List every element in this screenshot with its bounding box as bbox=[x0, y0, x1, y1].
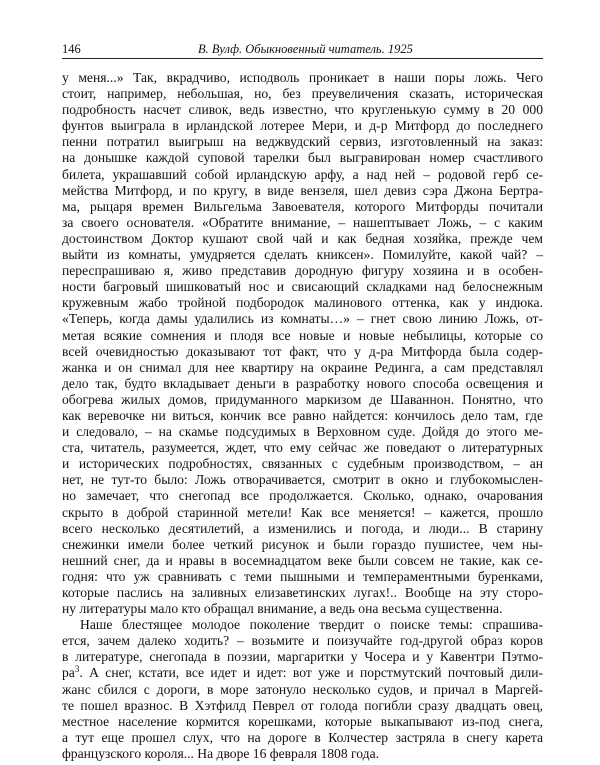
text-fragment: . А снег, кстати, все идет и идет: вот уже и порстмутский почтовый дили- bbox=[79, 665, 543, 681]
text-line: пенни потратил выигрыш на веджвудский сервиз, изготовленный на заказ: bbox=[62, 134, 543, 150]
text-line: а тут еще прошел слух, что на дороге в Колчестер застряла в снегу карета bbox=[62, 729, 543, 745]
text-line: ма, рыцаря времен Вильгельма Завоевателя, которого Митфорды почитали bbox=[62, 198, 543, 214]
paragraph-1 bbox=[62, 70, 543, 617]
text-line-with-footnote bbox=[62, 665, 543, 681]
page-header bbox=[62, 41, 543, 57]
text-line: ста, читатель, разумеется, ждет, что ему сейчас же поведают о литературных bbox=[62, 440, 543, 456]
text-line: стоит, например, небольшая, но, без преувеличения сказать, историческая bbox=[62, 86, 543, 102]
text-fragment: ра bbox=[62, 665, 75, 681]
text-line: «Теперь, когда дамы удалились из комнаты…» – гнет свою линию Ложь, от- bbox=[62, 311, 543, 327]
text-line: и следовало, – на скамье подсудимых в Верховном суде. Дойдя до этого ме- bbox=[62, 424, 543, 440]
text-line: за своего основателя. «Обратите внимание, – нашептывает Ложь, – с каким bbox=[62, 214, 543, 230]
text-line: ности багровый шишковатый нос и свисающий складками над белоснежным bbox=[62, 279, 543, 295]
text-line: местное население кормится корешками, которые выкапывают из-под снега, bbox=[62, 713, 543, 729]
text-line: нешний снег, да и нравы в восемнадцатом веке были совсем не такие, как се- bbox=[62, 552, 543, 568]
text-line: фунтов выиграла в ирландской лотерее Мери, и д-р Митфорд до последнего bbox=[62, 118, 543, 134]
text-line: кружевным жабо тройной подбородок малинового оттенка, как у индюка. bbox=[62, 295, 543, 311]
text-line: и исторических подробностях, связанных с судебным производством, – ан bbox=[62, 456, 543, 472]
text-line: ну литературы мало кто обращал внимание, а ведь она весьма существенна. bbox=[62, 601, 503, 617]
text-line: но замечает, что снегопад все продолжается. Сколько, однако, очарования bbox=[62, 488, 543, 504]
text-line: дело так, будто вкладывает деньги в разработку нового способа освещения и bbox=[62, 375, 543, 391]
text-line: как веревочке ни виться, кончик все равно найдется: кончилось дело там, где bbox=[62, 407, 543, 423]
text-line: метая всякие сомнения и плодя все новые и новые небылицы, которые со bbox=[62, 327, 543, 343]
text-line: скрыто в доброй старинной метели! Как все меняется! – кажется, прошло bbox=[62, 504, 543, 520]
body-text bbox=[62, 70, 543, 762]
text-line: ется, зачем далеко ходить? – возьмите и поизучайте год-другой образ коров bbox=[62, 633, 543, 649]
text-line: билета, украшавший собой ирландскую арфу, а над ней – родовой герб се- bbox=[62, 166, 543, 182]
running-title: В. Вулф. Обыкновенный читатель. 1925 bbox=[198, 42, 413, 56]
page-number: 146 bbox=[62, 42, 81, 56]
text-line: всей очевидностью доказывают тот факт, что у д-ра Митфорда была содер- bbox=[62, 343, 543, 359]
text-line: всего несколько десятилетий, а изменились и погода, и люди... В старину bbox=[62, 520, 543, 536]
text-line: французского короля... На дворе 16 февраля 1808 года. bbox=[62, 745, 380, 761]
text-line: годня: что уж сравнивать с теми пышными и темпераментными буренками, bbox=[62, 568, 543, 584]
text-line: обогрева жилых домов, придуманного маркизом де Шаваннон. Понятно, что bbox=[62, 391, 543, 407]
paragraph-2 bbox=[62, 617, 543, 762]
text-line: жанка и он снимал для нее квартиру на окраине Рединга, а сам представлял bbox=[62, 359, 543, 375]
text-line: нет, не тут-то было: Ложь отворачивается, смотрит в окно и глубокомыслен- bbox=[62, 472, 543, 488]
text-line: жанс сбился с дороги, в море затонуло несколько судов, и причал в Маргей- bbox=[62, 681, 543, 697]
text-line: выйти из комнаты, умудряется сделать книксен». Помилуйте, какой чай? – bbox=[62, 247, 543, 263]
header-rule bbox=[62, 58, 543, 59]
text-line: снежинки имели более четкий рисунок и были гораздо пушистее, чем ны- bbox=[62, 536, 543, 552]
footnote-marker[interactable]: 3 bbox=[74, 664, 80, 675]
text-line: в литературе, снегопада в поэзии, маргаритки у Чосера и у Кавентри Пэтмо- bbox=[62, 649, 543, 665]
text-line: подробность насчет сливок, ведь известно, что кругленькую сумму в 20 000 bbox=[62, 102, 543, 118]
text-line: на донышке каждой суповой тарелки был выгравирован номер счастливого bbox=[62, 150, 543, 166]
text-line: мейства Митфорд, и по кругу, в виде вензеля, шел девиз сэра Джона Бертра- bbox=[62, 182, 543, 198]
text-line: Наше блестящее молодое поколение твердит о поиске темы: спрашива- bbox=[80, 617, 543, 633]
text-line: у меня...» Так, вкрадчиво, исподволь проникает в наши поры ложь. Чего bbox=[62, 70, 543, 85]
text-line: достоинством Доктор кушают свой чай и как бедная хозяйка, прежде чем bbox=[62, 230, 543, 246]
text-line: которые паслись на заливных елизаветинских лугах!.. Вообще на эту сторо- bbox=[62, 585, 543, 600]
text-line: те пошел вразнос. В Хэтфилд Певрел от голода погибли сразу двадцать овец, bbox=[62, 697, 543, 713]
text-line: переспрашиваю я, живо представив дородную фигуру хозяина и в особен- bbox=[62, 263, 543, 279]
